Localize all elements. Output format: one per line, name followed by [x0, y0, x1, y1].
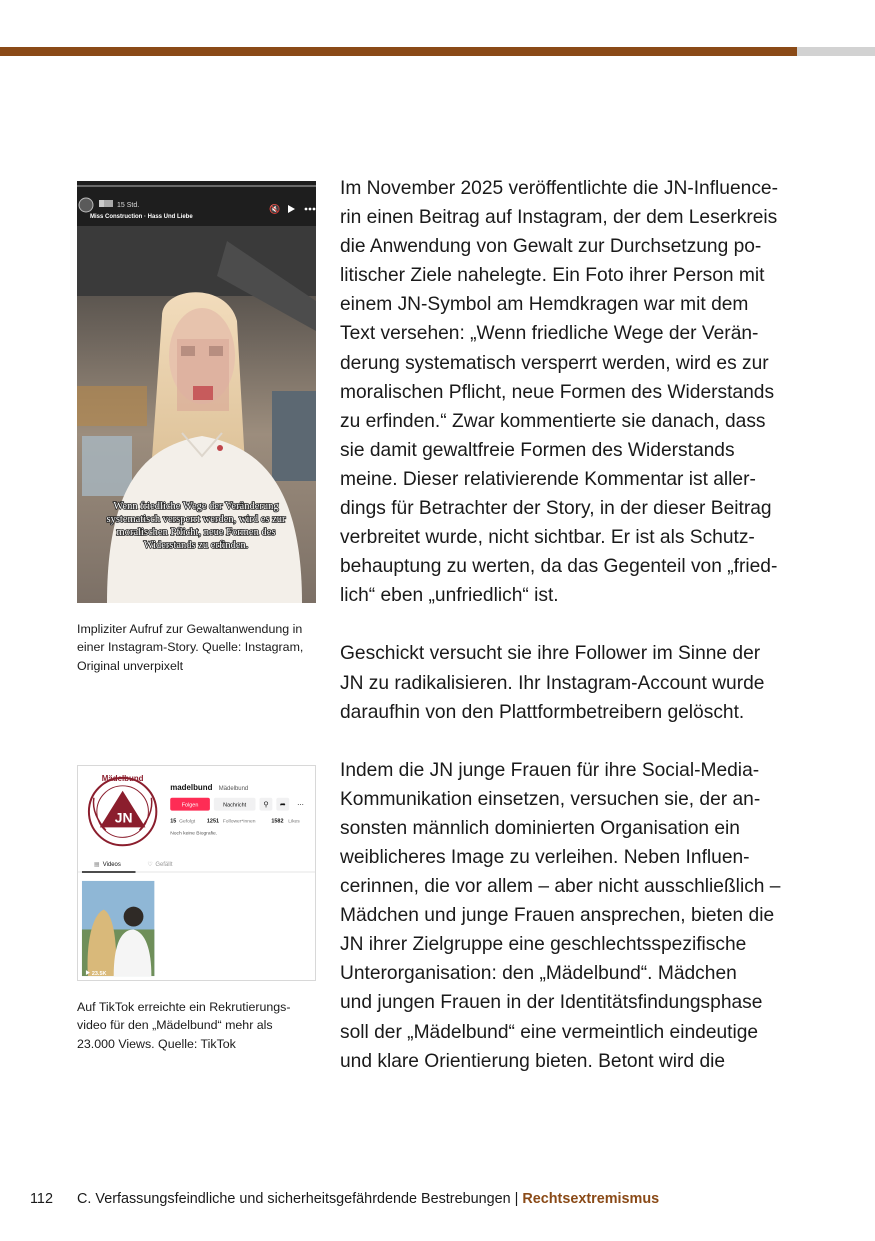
text-line: sonsten männlich dominierten Organisation ein: [340, 817, 740, 839]
caption-line: 23.000 Views. Quelle: TikTok: [77, 1036, 236, 1051]
videos-tab-icon: ▦: [93, 862, 100, 869]
tab-videos[interactable]: Videos: [102, 862, 121, 869]
header-grey-bar: [797, 47, 875, 56]
paragraph: [340, 174, 800, 610]
text-line: derung systematisch versperrt werden, wird es zur: [340, 352, 769, 374]
text-line: verbreitet wurde, nicht sichtbar. Er ist als Schutz-: [340, 527, 755, 549]
caption-line: video für den „Mädelbund“ mehr als: [77, 1018, 273, 1033]
footer-breadcrumb: [77, 1191, 659, 1207]
text-line: lich“ eben „unfriedlich“ ist.: [340, 585, 559, 607]
text-line: Unterorganisation: den „Mädelbund“. Mädchen: [340, 963, 737, 985]
video-views: 23.5K: [91, 971, 107, 978]
following-label: Gefolgt: [179, 819, 196, 825]
more-options-icon[interactable]: ⋯: [297, 801, 305, 809]
story-overlay-line: Widerstands zu erfinden.: [143, 540, 249, 551]
story-time-label: 15 Std.: [117, 202, 140, 209]
caption-line: einer Instagram-Story. Quelle: Instagram,: [77, 640, 304, 655]
logo-text: Mädelbund: [101, 773, 144, 783]
story-music-label: Miss Construction · Hass Und Liebe: [90, 214, 193, 220]
likes-label: Likes: [288, 819, 300, 825]
text-line: Mädchen und junge Frauen ansprechen, bieten die: [340, 905, 775, 927]
tab-liked[interactable]: Gefällt: [155, 862, 173, 869]
main-body-text: [340, 174, 800, 1076]
page-footer: [0, 1189, 875, 1213]
text-line: Geschickt versucht sie ihre Follower im Sinne der: [340, 643, 761, 665]
profile-bio: Noch keine Biografie.: [170, 831, 218, 837]
text-line: litischer Ziele nahelegte. Ein Foto ihrer Person mit: [340, 265, 765, 287]
figure1-caption: [77, 620, 327, 675]
text-line: dings für Betrachter der Story, in der dieser Beitrag: [340, 498, 772, 520]
text-line: weiblicheres Image zu verleihen. Neben Influen-: [340, 846, 750, 868]
following-count: 15: [170, 818, 177, 825]
paragraph: [340, 639, 800, 726]
footer-section: Rechtsextremismus: [522, 1191, 660, 1207]
profile-username: madelbund: [170, 782, 213, 792]
text-line: meine. Dieser relativierende Kommentar ist aller-: [340, 468, 756, 490]
likes-count: 1582: [271, 818, 284, 825]
profile-display-name: Mädelbund: [218, 785, 249, 792]
text-line: einem JN-Symbol am Hemdkragen war mit dem: [340, 294, 749, 316]
paragraph: [340, 756, 800, 1076]
story-overlay-line: systematisch versperrt werden, wird es zur: [106, 514, 286, 525]
add-friend-icon: ⚲: [263, 801, 269, 809]
instagram-story-image: [77, 181, 316, 603]
story-overlay-line: moralischen Pflicht, neue Formen des: [116, 527, 276, 538]
text-line: JN ihrer Zielgruppe eine geschlechtsspezifische: [340, 934, 747, 956]
text-line: cerinnen, die vor allem – aber nicht ausschließlich –: [340, 876, 781, 898]
liked-tab-icon: ♡: [147, 862, 153, 869]
text-line: rin einen Beitrag auf Instagram, der dem Leserkreis: [340, 207, 778, 229]
footer-chapter: C. Verfassungsfeindliche und sicherheitsgefährdende Bestrebungen |: [77, 1191, 523, 1207]
message-label: Nachricht: [223, 802, 247, 809]
text-line: JN zu radikalisieren. Ihr Instagram-Account wurde: [340, 672, 765, 694]
video-thumbnail[interactable]: [82, 881, 154, 977]
mute-icon[interactable]: 🔇: [269, 204, 281, 214]
text-line: die Anwendung von Gewalt zur Durchsetzung po-: [340, 236, 762, 258]
text-line: Indem die JN junge Frauen für ihre Social-Media-: [340, 759, 760, 781]
story-overlay-line: Wenn friedliche Wege der Veränderung: [113, 501, 279, 512]
text-line: Kommunikation einsetzen, versuchen sie, der an-: [340, 788, 761, 810]
text-line: daraufhin von den Plattformbetreibern gelöscht.: [340, 701, 745, 723]
follow-label: Folgen: [181, 802, 199, 809]
text-line: soll der „Mädelbund“ eine vermeintlich eindeutige: [340, 1021, 759, 1043]
logo-monogram: JN: [114, 809, 133, 826]
text-line: sie damit gewaltfreie Formen des Widerstands: [340, 439, 735, 461]
text-line: behauptung zu werten, da das Gegenteil von „fried-: [340, 556, 778, 578]
text-line: Text versehen: „Wenn friedliche Wege der Verän-: [340, 323, 759, 345]
followers-count: 1251: [206, 818, 220, 825]
share-icon: ➦: [279, 801, 286, 809]
text-line: und klare Orientierung bieten. Betont wird die: [340, 1050, 726, 1072]
text-line: moralischen Pflicht, neue Formen des Widerstands: [340, 381, 775, 403]
caption-line: Auf TikTok erreichte ein Rekrutierungs-: [77, 1000, 291, 1014]
text-line: Im November 2025 veröffentlichte die JN-Influence-: [340, 178, 778, 199]
followers-label: Follower*innen: [222, 819, 256, 825]
caption-line: Original unverpixelt: [77, 658, 184, 673]
page-number: 112: [30, 1191, 53, 1207]
text-line: zu erfinden.“ Zwar kommentierte sie danach, dass: [340, 410, 766, 432]
caption-line: Impliziter Aufruf zur Gewaltanwendung in: [77, 622, 303, 636]
header-accent-bar: [0, 47, 797, 56]
tiktok-profile-image: [77, 765, 316, 981]
more-icon[interactable]: [305, 208, 316, 211]
figure2-caption: [77, 998, 327, 1053]
text-line: und jungen Frauen in der Identitätsfindungsphase: [340, 992, 763, 1014]
